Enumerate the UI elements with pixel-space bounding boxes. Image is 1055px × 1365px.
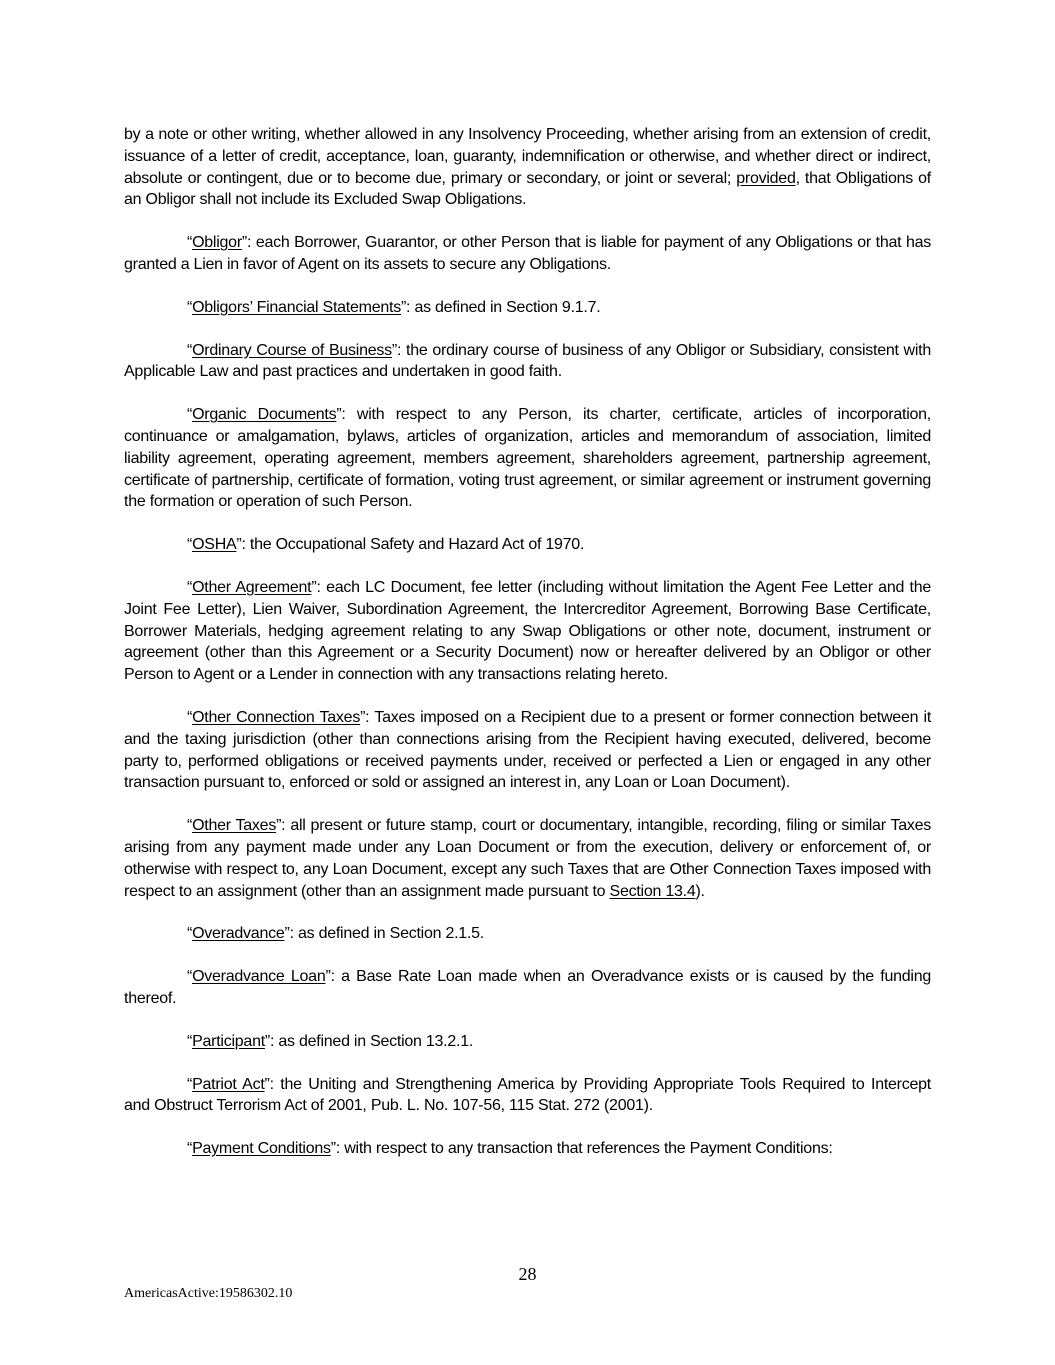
close-quote: ” xyxy=(330,1140,336,1158)
defined-term: OSHA xyxy=(192,536,237,554)
definition-text: : as defined in Section 9.1.7. xyxy=(406,298,601,316)
defined-term: Payment Conditions xyxy=(192,1140,331,1158)
definition-text: : the ordinary course of business of any Obligor or Subsidiary, consistent with Applicable Law and past practices and undertaken in good faith. xyxy=(124,341,932,381)
open-quote: “ xyxy=(187,298,193,316)
section-reference: Section 13.4 xyxy=(609,882,696,900)
definition-ordinary-course-of-business xyxy=(124,340,931,384)
definition-text: : with respect to any Person, its charter, certificate, articles of incorporation, continuance or amalgamation, bylaws, articles of organization, articles and memorandum of association, limited liability agreement, operating agreement, members agreement, shareholders agreement, partnership agreement, certificate of partnership, certificate of formation, voting trust agreement, or similar agreement or instrument governing the formation or operation of such Person. xyxy=(124,406,931,511)
definition-text: : as defined in Section 2.1.5. xyxy=(289,925,484,943)
page-number: 28 xyxy=(518,1264,537,1284)
close-quote: ” xyxy=(391,341,397,359)
close-quote: ” xyxy=(276,817,282,835)
defined-term: Patriot Act xyxy=(192,1075,265,1093)
defined-term: Other Taxes xyxy=(192,817,277,835)
defined-term: Organic Documents xyxy=(192,406,337,424)
definition-patriot-act xyxy=(124,1074,931,1118)
open-quote: “ xyxy=(187,708,193,726)
definition-text: : with respect to any transaction that references the Payment Conditions: xyxy=(335,1140,833,1158)
provided-term: provided xyxy=(736,169,796,187)
close-quote: ” xyxy=(236,536,242,554)
open-quote: “ xyxy=(187,578,193,596)
definition-payment-conditions xyxy=(124,1138,931,1160)
definition-tail: ). xyxy=(695,882,705,900)
definition-other-taxes xyxy=(124,815,931,902)
document-body xyxy=(124,124,931,1181)
open-quote: “ xyxy=(187,1075,193,1093)
open-quote: “ xyxy=(187,1032,193,1050)
close-quote: ” xyxy=(400,298,407,316)
defined-term: Obligors’ Financial Statements xyxy=(192,298,401,316)
definition-participant xyxy=(124,1031,931,1053)
open-quote: “ xyxy=(187,536,193,554)
definition-text: : a Base Rate Loan made when an Overadvance exists or is caused by the funding thereof. xyxy=(124,968,932,1007)
definition-text: : each LC Document, fee letter (including without limitation the Agent Fee Letter and the Joint Fee Letter), Lien Waiver, Subordination Agreement, the Intercreditor Agreement, Borrowing Base Certificate, Borrower Materials, hedging agreement relating to any Swap Obligations or other note, document, instrument or agreement (other than this Agreement or a Security Document) now or hereafter delivered by an Obligor or other Person to Agent or a Lender in connection with any transactions relating hereto. xyxy=(124,578,932,684)
close-quote: ” xyxy=(336,406,342,424)
defined-term: Other Connection Taxes xyxy=(192,708,361,726)
definition-other-agreement xyxy=(124,577,931,686)
defined-term: Participant xyxy=(192,1032,265,1050)
defined-term: Ordinary Course of Business xyxy=(192,341,392,359)
definition-osha xyxy=(124,534,931,556)
definition-text: : as defined in Section 13.2.1. xyxy=(270,1032,474,1050)
defined-term: Overadvance Loan xyxy=(192,968,326,986)
open-quote: “ xyxy=(187,968,193,986)
close-quote: ” xyxy=(264,1075,270,1093)
open-quote: “ xyxy=(187,817,193,835)
close-quote: ” xyxy=(284,925,290,943)
open-quote: “ xyxy=(187,234,193,252)
definition-obligor xyxy=(124,232,931,276)
continuation-paragraph xyxy=(124,124,931,211)
open-quote: “ xyxy=(187,406,193,424)
defined-term: Obligor xyxy=(192,234,242,252)
definition-text: : all present or future stamp, court or documentary, intangible, recording, filing or similar Taxes arising from any payment made under any Loan Document or from the execution, delivery or enforcement of, or otherwise with respect to, any Loan Document, except any such Taxes that are Other Connection Taxes imposed with respect to an assignment (other than an assignment made pursuant to xyxy=(124,817,931,900)
definition-text: : each Borrower, Guarantor, or other Person that is liable for payment of any Obligations or that has granted a Lien in favor of Agent on its assets to secure any Obligations. xyxy=(124,234,931,273)
close-quote: ” xyxy=(241,234,247,252)
defined-term: Other Agreement xyxy=(192,578,312,596)
defined-term: Overadvance xyxy=(192,925,285,943)
document-id: AmericasActive:19586302.10 xyxy=(124,1286,293,1301)
definition-other-connection-taxes xyxy=(124,707,931,794)
close-quote: ” xyxy=(360,708,366,726)
continuation-text: by a note or other writing, whether allowed in any Insolvency Proceeding, whether arising from an extension of credit, issuance of a letter of credit, acceptance, loan, guaranty, indemnification or otherwise, and whether direct or indirect, absolute or contingent, due or to become due, primary or secondary, or joint or several; xyxy=(124,126,931,187)
open-quote: “ xyxy=(187,1140,193,1158)
continuation-text-end: , that Obligations of an Obligor shall not include its Excluded Swap Obligations. xyxy=(124,169,932,209)
definition-text: : Taxes imposed on a Recipient due to a present or former connection between it and the taxing jurisdiction (other than connections arising from the Recipient having executed, delivered, become party to, performed obligations or received payments under, received or perfected a Lien or engaged in any other transaction pursuant to, enforced or sold or assigned an interest in, any Loan or Loan Document). xyxy=(124,708,932,792)
definition-obligors-financial-statements xyxy=(124,297,931,319)
definition-organic-documents xyxy=(124,404,931,513)
close-quote: ” xyxy=(325,968,331,986)
close-quote: ” xyxy=(264,1032,270,1050)
definition-overadvance-loan xyxy=(124,966,931,1010)
definition-text: : the Occupational Safety and Hazard Act of 1970. xyxy=(241,536,585,554)
close-quote: ” xyxy=(311,578,317,596)
open-quote: “ xyxy=(187,341,193,359)
definition-text: : the Uniting and Strengthening America by Providing Appropriate Tools Required to Intercept and Obstruct Terrorism Act of 2001, Pub. L. No. 107-56, 115 Stat. 272 (2001). xyxy=(124,1075,932,1115)
definition-overadvance xyxy=(124,923,931,945)
open-quote: “ xyxy=(187,925,193,943)
